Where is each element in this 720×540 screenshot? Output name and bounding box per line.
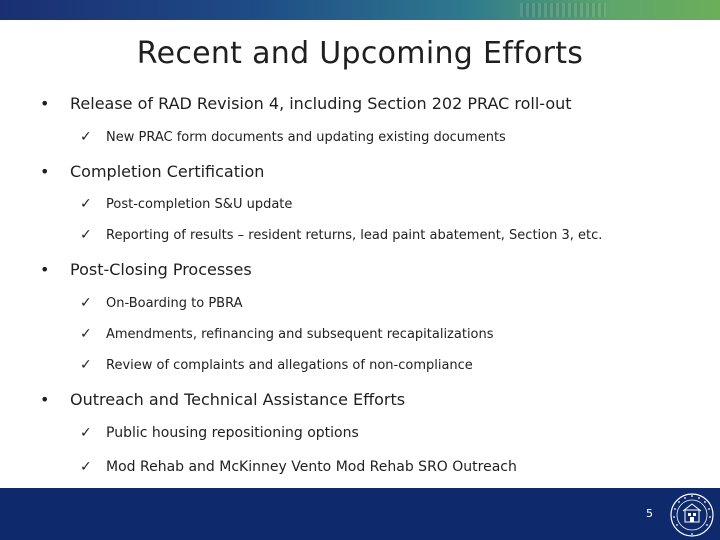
checkmark-icon: ✓: [80, 227, 92, 243]
checkmark-icon: ✓: [80, 326, 92, 342]
sub-item: [80, 326, 494, 342]
checkmark-icon: ✓: [80, 196, 92, 212]
sub-item: [80, 196, 292, 212]
bullet-dot-icon: •: [40, 390, 50, 409]
sub-item-text: New PRAC form documents and updating existing documents: [106, 130, 506, 145]
sub-item-text: On-Boarding to PBRA: [106, 296, 243, 311]
checkmark-icon: ✓: [80, 357, 92, 373]
sub-item: [80, 357, 473, 373]
sub-item: [80, 459, 517, 475]
top-decorative-band: [0, 0, 720, 20]
checkmark-icon: ✓: [80, 459, 92, 475]
sub-item-text: Mod Rehab and McKinney Vento Mod Rehab SRO Outreach: [106, 459, 517, 475]
band-texture: [520, 3, 606, 17]
hud-seal-icon: [668, 492, 716, 538]
bullet-text: Post-Closing Processes: [70, 260, 252, 279]
checkmark-icon: ✓: [80, 129, 92, 145]
sub-item-text: Reporting of results – resident returns, lead paint abatement, Section 3, etc.: [106, 228, 603, 243]
bullet-dot-icon: •: [40, 94, 50, 113]
bullet-dot-icon: •: [40, 260, 50, 279]
sub-item-text: Public housing repositioning options: [106, 425, 359, 441]
sub-item: [80, 425, 359, 441]
bullet-item: [40, 260, 252, 279]
checkmark-icon: ✓: [80, 425, 92, 441]
sub-item: [80, 227, 602, 243]
sub-item: [80, 295, 242, 311]
sub-item-text: Amendments, refinancing and subsequent recapitalizations: [106, 327, 494, 342]
sub-item: [80, 129, 506, 145]
bullet-item: [40, 162, 264, 181]
bullet-item: [40, 390, 405, 409]
bullet-item: [40, 94, 572, 113]
slide-title: Recent and Upcoming Efforts: [136, 36, 584, 71]
sub-item-text: Review of complaints and allegations of non-compliance: [106, 358, 473, 373]
checkmark-icon: ✓: [80, 295, 92, 311]
page-number: 5: [646, 507, 653, 520]
footer-band: [0, 488, 720, 540]
bullet-text: Outreach and Technical Assistance Efforts: [70, 390, 406, 409]
bullet-text: Completion Certification: [70, 162, 265, 181]
bullet-dot-icon: •: [40, 162, 50, 181]
sub-item-text: Post-completion S&U update: [106, 197, 293, 212]
bullet-text: Release of RAD Revision 4, including Section 202 PRAC roll-out: [70, 94, 572, 113]
